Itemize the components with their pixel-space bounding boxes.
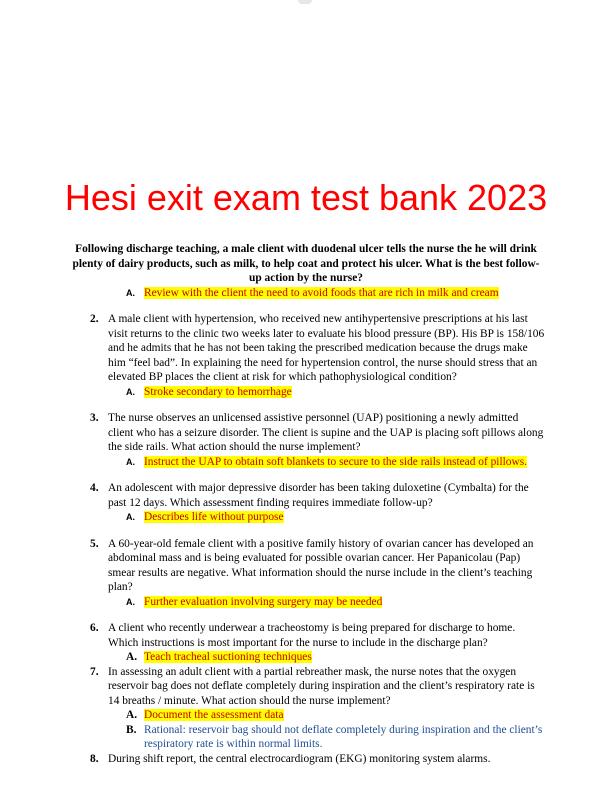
question-text: A 60-year-old female client with a positive family history of ovarian cancer has developed an abdominal mass and is being evaluated for possible ovarian cancer. Her Papanicolau (Pap) smear results are negative. What information should the nurse include in the client’s teaching plan?	[108, 537, 534, 593]
question-text: A male client with hypertension, who received new antihypertensive prescriptions at his last visit returns to the clinic two weeks later to evaluate his blood pressure (BP). His BP is 158/106 and he admits that he has not been taking the prescribed medication because the drugs make him “feel bad”. In explaining the need for hypertension control, the nurse should stress that an elevated BP places the client at risk for which pathophysiological condition?	[108, 313, 545, 383]
answer-letter: A.	[126, 651, 138, 663]
question-text: The nurse observes an unlicensed assistive personnel (UAP) positioning a newly admitted client who has a seizure disorder. The client is supine and the UAP is placing soft pillows along the side rails. What action should the nurse implement?	[108, 412, 544, 453]
answer-letter: A.	[126, 456, 135, 467]
question-6-answer	[0, 650, 612, 665]
question-3-answer	[0, 455, 612, 470]
question-7-rationale	[0, 723, 612, 752]
answer-text: Stroke secondary to hemorrhage	[144, 385, 292, 398]
question-number: 2.	[90, 313, 99, 325]
question-3	[0, 411, 612, 455]
answer-letter: A.	[126, 596, 135, 607]
question-8	[0, 752, 612, 767]
page-top-mark	[298, 0, 312, 4]
question-text: A client who recently underwear a tracheostomy is being prepared for discharge to home. Which instructions is most important for the nurse to include in the discharge plan?	[108, 622, 516, 649]
question-list	[0, 242, 612, 766]
question-text: An adolescent with major depressive disorder has been taking duloxetine (Cymbalta) for the past 12 days. Which assessment finding requires immediate follow-up?	[108, 482, 529, 509]
answer-text: Further evaluation involving surgery may be needed	[144, 595, 383, 608]
question-2	[0, 312, 612, 385]
question-4-answer	[0, 510, 612, 525]
answer-text: Teach tracheal suctioning techniques	[144, 651, 312, 663]
question-number: 7.	[90, 665, 99, 678]
question-5-answer	[0, 595, 612, 610]
rationale-letter: B.	[126, 723, 137, 736]
answer-text: Document the assessment data	[144, 709, 284, 721]
question-1-answer	[0, 286, 612, 301]
question-5	[0, 537, 612, 595]
question-6	[0, 621, 612, 650]
question-1-text: Following discharge teaching, a male client with duodenal ulcer tells the nurse the he will drink plenty of dairy products, such as milk, to help coat and protect his ulcer. What is the best follow-up action by the nurse?	[72, 243, 540, 284]
answer-letter: A.	[126, 709, 138, 721]
question-4	[0, 481, 612, 510]
answer-text: Instruct the UAP to obtain soft blankets to secure to the side rails instead of pillows.	[144, 455, 527, 468]
rationale-text: Rational: reservoir bag should not deflate completely during inspiration and the client’s respiratory rate is within normal limits.	[144, 723, 543, 750]
question-2-answer	[0, 385, 612, 400]
question-text: During shift report, the central electrocardiogram (EKG) monitoring system alarms.	[108, 752, 491, 765]
question-text: In assessing an adult client with a partial rebreather mask, the nurse notes that the oxygen reservoir bag does not deflate completely during inspiration and the client’s respiratory rate is 14 breaths / minute. What action should the nurse implement?	[108, 665, 535, 707]
question-7-answer	[0, 708, 612, 723]
answer-text: Review with the client the need to avoid foods that are rich in milk and cream	[144, 286, 499, 299]
answer-text: Describes life without purpose	[144, 511, 284, 523]
document-title: Hesi exit exam test bank 2023	[64, 177, 548, 218]
question-number: 8.	[90, 752, 99, 765]
question-number: 4.	[90, 482, 99, 494]
question-7	[0, 665, 612, 709]
question-number: 6.	[90, 622, 99, 634]
answer-letter: A.	[126, 287, 135, 298]
question-number: 5.	[90, 537, 99, 550]
question-number: 3.	[90, 412, 99, 424]
answer-letter: A.	[126, 512, 135, 522]
answer-letter: A.	[126, 386, 135, 397]
